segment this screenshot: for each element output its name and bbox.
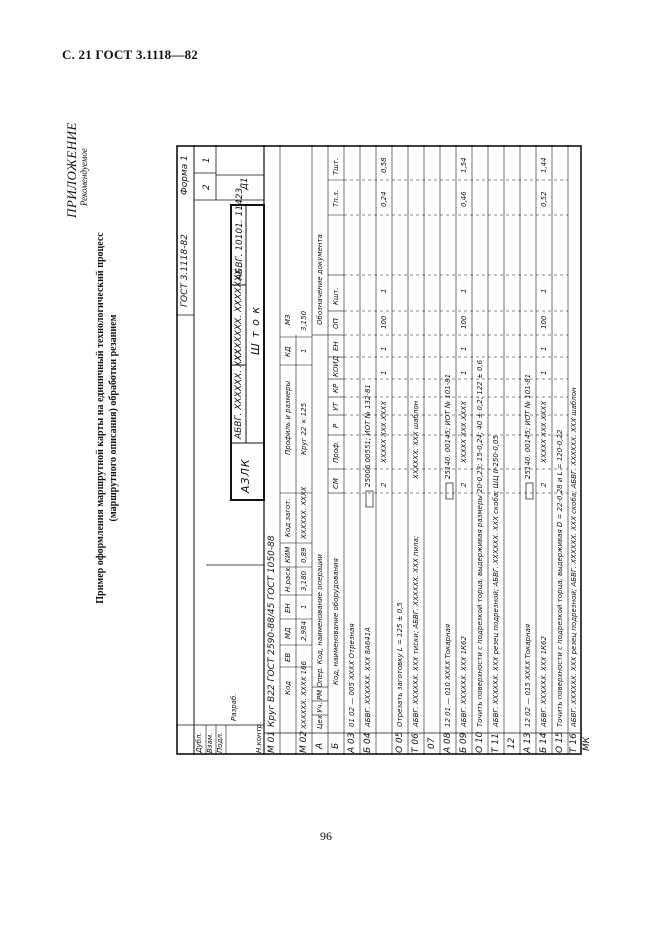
d1-label: Д1	[240, 177, 250, 190]
col-r: Р	[332, 423, 340, 428]
head-kd: КД	[284, 346, 292, 357]
n-kontr-label: Н.контр.	[255, 721, 263, 753]
col-kr: КР	[332, 383, 340, 393]
appendix-note: Рекомендуемое	[79, 148, 89, 206]
row-code: Т 11	[491, 733, 501, 753]
row-en: 1	[460, 346, 468, 351]
route-card-form	[176, 145, 592, 755]
row-doc-ref: 25006.00551; ИОТ № 132-81	[364, 384, 372, 487]
head-kodzag: Код загот.	[284, 498, 292, 537]
row-text: АБВГ. XXXXXX. XXX 8А641А	[364, 627, 372, 727]
m02-profil: Круг 22 × 125	[300, 402, 308, 455]
row-text: 12 02 — 015 XXXX Токарная	[524, 623, 532, 727]
row-op: 100	[380, 315, 388, 329]
row-text: АБВГ. XXXXXX. XXX 1К62	[460, 636, 468, 727]
row-ksht: 1	[380, 288, 388, 293]
sheet-number: 1	[202, 157, 212, 163]
caption-line-1: Пример оформления маршрутной карты на единичный технологический процесс	[95, 232, 106, 604]
head-en: ЕН	[284, 603, 292, 613]
col-prof: Проф.	[332, 440, 340, 463]
col-sm: СМ	[332, 478, 340, 489]
row-a-headers: Цех Уч. РМ Опер. Код, наименование операции	[316, 554, 324, 729]
doc-xx: XXXXXXX. XXXXXXX	[234, 268, 244, 361]
col-tsht: Тшт.	[332, 158, 340, 175]
row-prof: XXXXX XXX XXXX	[540, 401, 548, 463]
row-code: О 10	[475, 731, 485, 753]
row-code: Б 04	[363, 732, 373, 753]
row-koid: 1	[540, 370, 548, 375]
gost-label: ГОСТ 3.1118-82	[180, 234, 190, 307]
row-tpz: 0,24	[380, 191, 388, 207]
m02-en: 1	[300, 604, 308, 609]
row-a-code: А	[315, 742, 325, 749]
row-code: Б 09	[459, 732, 469, 753]
row-code: 07	[427, 737, 437, 749]
page-header: С. 21 ГОСТ 3.1118—82	[62, 47, 198, 62]
row-code: О 15	[555, 731, 565, 753]
row-code: А 13	[523, 732, 533, 753]
figure-caption	[94, 208, 154, 628]
head-kim: КИМ	[284, 546, 292, 563]
row-op: 100	[540, 315, 548, 329]
row-sm: 2	[380, 482, 388, 487]
m02-kim: 0,89	[300, 547, 308, 563]
row-doc-ref: 25140. 00145; ИОТ № 101-81	[444, 373, 452, 479]
m02-kodzag: XXXXXX. XXXX	[300, 486, 308, 539]
m02-mz: 3,150	[300, 310, 308, 331]
page-number: 96	[320, 829, 332, 843]
row-code: 12	[507, 737, 517, 749]
row-sm: 2	[460, 482, 468, 487]
m02-kd: 1	[300, 348, 308, 353]
row-tpz: 0,46	[460, 191, 468, 207]
row-sm: 2	[540, 482, 548, 487]
row-code: О 05	[395, 731, 405, 753]
row-text: АБВГ. XXXXXX. XXX резец подрезной; АБВГ. XXXXXX. XXX скоба; АБВГ. XXXXXX. XXX шаблон	[570, 387, 578, 727]
row-doc-ref: XXXXXX. XXX шаблон	[412, 400, 420, 479]
row-text: АБВГ. XXXXXX. XXX резец подрезной; АБВГ. XXXXXX. XXX скоба; ШЦ II-250-0,05	[492, 435, 500, 727]
row-text: 12 01 — 010 XXXX Токарная	[444, 623, 452, 727]
col-koid: КОИД	[332, 355, 340, 377]
row-code: А 03	[347, 732, 357, 753]
row-b-headers: Код, наименование оборудования	[332, 558, 340, 685]
row-doc-ref: 25140. 00145; ИОТ № 101-81	[524, 373, 532, 479]
row-tpz: 0,52	[540, 191, 548, 207]
row-code: А 08	[443, 732, 453, 753]
m02-nrash: 3,180	[300, 570, 308, 591]
razrab-label: Разраб.	[230, 693, 238, 721]
row-ksht: 1	[540, 288, 548, 293]
stamp-vzam: Взам.	[206, 732, 214, 753]
row-koid: 1	[380, 370, 388, 375]
route-card-rotated	[176, 145, 592, 755]
sheet-total: 2	[202, 184, 212, 190]
head-nrash: Н.расх.	[284, 565, 292, 592]
stamp-podl: Подл.	[216, 731, 224, 753]
doc-designation: АБВГ. XXXXXX. XXX	[234, 348, 244, 439]
row-code: Б 14	[539, 732, 549, 753]
row-text: 01 02 — 005 XXXX Отрезная	[348, 623, 356, 727]
appendix-label	[64, 88, 94, 218]
head-kod: Код	[284, 680, 292, 695]
col-ksht: Кшт.	[332, 287, 340, 305]
row-ksht: 1	[460, 288, 468, 293]
row-text: Точить поверхности с подрезкой торца, выдерживая D = 22-0,28 и L = 120-0,22	[556, 429, 564, 727]
row-prof: XXXXX XXX XXXX	[380, 401, 388, 463]
row-en: 1	[380, 346, 388, 351]
row-code: Т 16	[569, 733, 579, 753]
m02-kod: XXXXXX. XXXX 166	[300, 661, 308, 729]
col-ut: УТ	[332, 402, 340, 411]
head-profil: Профиль и размеры	[284, 380, 292, 455]
row-koid: 1	[460, 370, 468, 375]
head-md: МД	[284, 627, 292, 639]
row-m01-code: М 01	[267, 730, 277, 753]
row-en: 1	[540, 346, 548, 351]
row-text: АБВГ. XXXXXX. XXX 1К62	[540, 636, 548, 727]
col-tpz: Тп.з.	[332, 189, 340, 207]
row-b-code: Б	[331, 742, 341, 749]
caption-line-2: (маршрутного описания) обработки резанием	[108, 314, 119, 522]
row-text: Отрезать заготовку L = 125 ± 0,5	[396, 602, 404, 727]
row-m01-material: Круг В22 ГОСТ 2590-88/45 ГОСТ 1050-88	[267, 535, 277, 727]
row-text: Точить поверхности с подрезкой торца, выдерживая размеры 20-0,23; 15-0,24; 40 ± 0,2; 122 ± 0,6	[476, 359, 484, 727]
part-name: Ш т о к	[249, 305, 262, 355]
document-code: АБВГ. 10101. 11423	[235, 187, 245, 280]
col-en: ЕН	[332, 341, 340, 351]
row-tsht: 1,54	[460, 157, 468, 173]
row-tsht: 0,58	[380, 157, 388, 173]
organization-label: АЗЛК	[239, 458, 252, 493]
stamp-dubl: Дубл.	[195, 732, 203, 753]
row-tsht: 1,44	[540, 157, 548, 173]
row-op: 100	[460, 315, 468, 329]
form-number: Форма 1	[180, 155, 190, 195]
appendix-title: ПРИЛОЖЕНИЕ	[64, 122, 79, 218]
row-prof: XXXXX XXX XXXX	[460, 401, 468, 463]
row-a-doc-header: Обозначение документа	[316, 234, 324, 325]
head-mz: МЗ	[284, 314, 292, 325]
row-code: Т 06	[411, 733, 421, 753]
head-ev: ЕВ	[284, 652, 292, 662]
row-text: АБВГ. XXXXXX. XXX тиски; АБВГ. XXXXXX. XXX пила;	[412, 535, 420, 727]
mk-label: МК	[582, 736, 592, 751]
m02-md: 2,984	[300, 620, 308, 641]
row-m02-code: М 02	[299, 730, 309, 753]
col-op: ОП	[332, 318, 340, 329]
